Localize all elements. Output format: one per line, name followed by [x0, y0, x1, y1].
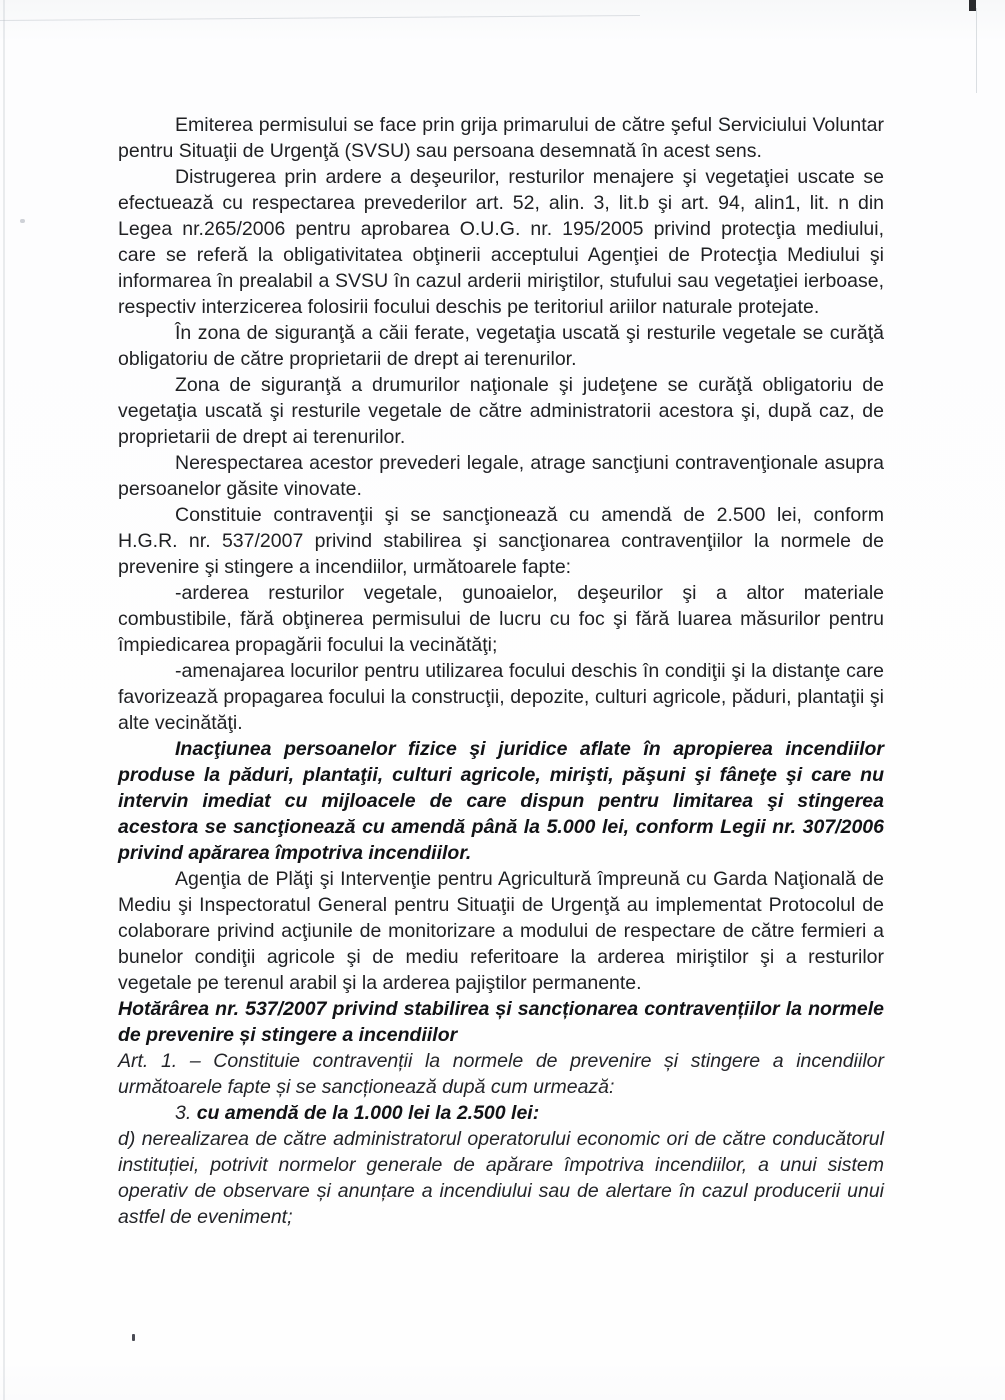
paragraph-hotarare-titlu: Hotărârea nr. 537/2007 privind stabilirea și sancționarea contravențiilor la normele de prevenire și stingere a incendiilor	[118, 998, 884, 1046]
scan-smudge	[20, 219, 25, 223]
paragraph-emitere-permis: Emiterea permisului se face prin grija primarului de către şeful Serviciului Voluntar pentru Situaţii de Urgenţă (SVSU) sau persoana desemnată în acest sens.	[118, 114, 884, 162]
list-item-number: 3.	[175, 1102, 197, 1124]
paragraph-inactiunea-persoanelor: Inacţiunea persoanelor fizice şi juridice aflate în apropierea incendiilor produse la păduri, plantaţii, culturi agricole, mirişti, păşuni şi fâneţe şi care nu intervin imediat cu mijloacele de care dispun pentru limitarea şi stingerea acestora se sancţionează cu amendă până la 5.000 lei, conform Legii nr. 307/2006 privind apărarea împotriva incendiilor.	[118, 738, 884, 864]
paragraph-agentia-plati: Agenţia de Plăţi şi Intervenţie pentru Agricultură împreună cu Garda Naţională de Mediu şi Inspectoratul General pentru Situaţii de Urgenţă au implementat Protocolul de colaborare privind acţiunile de monitorizare a modului de respectare de către fermieri a bunelor condiţii agricole şi de mediu referitoare la arderea miriştilor şi a resturilor vegetale pe terenul arabil şi la arderea pajiştilor permanente.	[118, 868, 884, 994]
paragraph-zona-cale-ferata: În zona de siguranţă a căii ferate, vegetaţia uscată şi resturile vegetale se curăţă obligatoriu de către proprietarii de drept ai terenurilor.	[118, 322, 884, 370]
paragraph-litera-d: d) nerealizarea de către administratorul operatorului economic ori de către conducătorul instituției, potrivit normelor generale de apărare împotriva incendiilor, a unui sistem operativ de observare și anunțare a incendiului sau de alertare în cazul producerii unui astfel de eveniment;	[118, 1128, 884, 1228]
scan-right-edge-line	[976, 8, 977, 93]
paragraph-contraventii-amenda: Constituie contravenţii şi se sancţionează cu amendă de 2.500 lei, conform H.G.R. nr. 537/2007 privind stabilirea şi sancţionarea contravenţiilor la normele de prevenire şi stingere a incendiilor, următoarele fapte:	[118, 504, 884, 578]
paragraph-nerespectare-sanctiuni: Nerespectarea acestor prevederi legale, atrage sancţiuni contravenţionale asupra persoanelor găsite vinovate.	[118, 452, 884, 500]
paragraph-distrugere-ardere: Distrugerea prin ardere a deşeurilor, resturilor menajere şi vegetaţiei uscate se efectuează cu respectarea prevederilor art. 52, alin. 3, lit.b şi art. 94, alin1, lit. n din Legea nr.265/2006 pentru aprobarea O.U.G. nr. 195/2005 privind protecţia mediului, care se referă la obligativitatea obţinerii acceptului Agenţiei de Protecţia Mediului şi informarea în prealabil a SVSU în cazul arderii miriştilor, stufului sau vegetaţiei ierboase, respectiv interzicerea folosirii focului deschis pe teritoriul ariilor naturale protejate.	[118, 166, 884, 318]
paragraph-amenda-interval	[118, 1100, 884, 1126]
list-item-text: cu amendă de la 1.000 lei la 2.500 lei:	[196, 1102, 540, 1124]
scan-top-crease-line	[0, 15, 640, 21]
scan-corner-tick-mark	[969, 0, 976, 11]
paragraph-zona-drumuri: Zona de siguranţă a drumurilor naţionale şi judeţene se curăţă obligatoriu de vegetaţia uscată şi resturile vegetale de către administratorii acestora şi, după caz, de proprietarii de drept ai terenurilor.	[118, 374, 884, 448]
scan-ink-speck	[132, 1334, 135, 1341]
document-body	[118, 112, 884, 1230]
paragraph-arderea-resturilor: -arderea resturilor vegetale, gunoaielor, deşeurilor şi a altor materiale combustibile, fără obţinerea permisului de lucru cu foc şi fără luarea măsurilor pentru împiedicarea propagării focului la vecinătăţi;	[118, 582, 884, 656]
paragraph-amenajarea-locurilor: -amenajarea locurilor pentru utilizarea focului deschis în condiţii şi la distanţe care favorizează propagarea focului la construcţii, depozite, culturi agricole, păduri, plantaţii şi alte vecinătăţi.	[118, 660, 884, 734]
scan-left-edge-line	[3, 0, 5, 1400]
paragraph-art-1: Art. 1. – Constituie contravenții la normele de prevenire și stingere a incendiilor următoarele fapte și se sancționează după cum urmează:	[118, 1050, 884, 1098]
